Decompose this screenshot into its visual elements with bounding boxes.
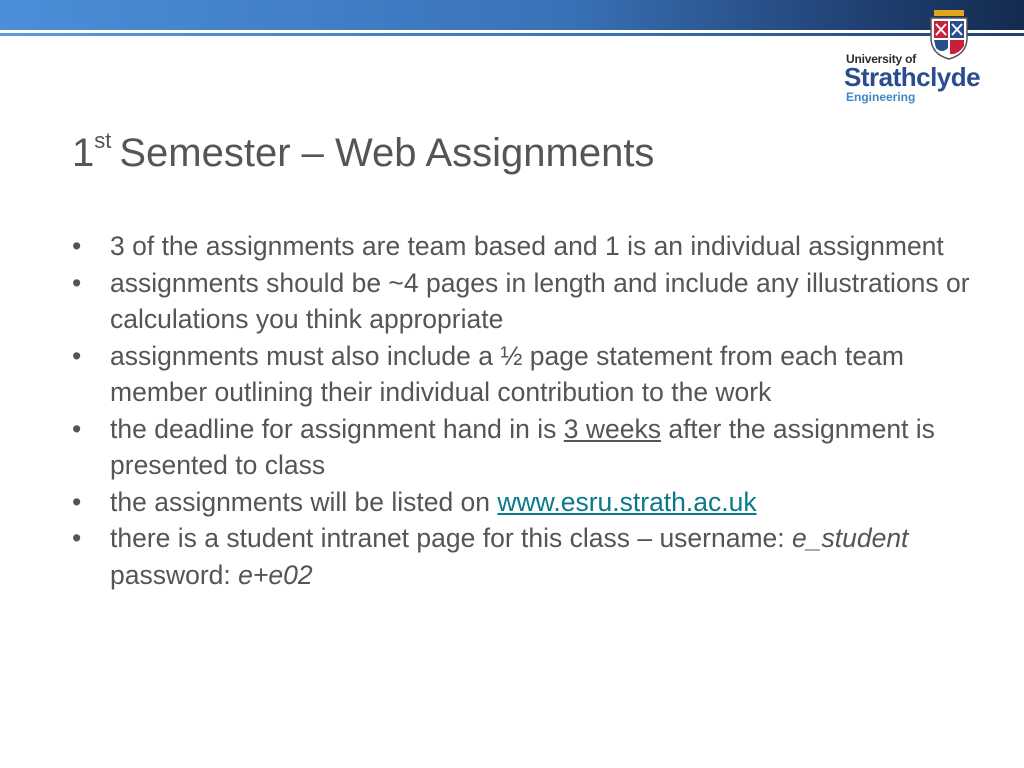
bullet-text: the deadline for assignment hand in is [110,413,564,444]
bullet-text: the assignments will be listed on [110,486,498,517]
bullet-item-team-based [72,228,972,265]
bullet-text: after the assignment is presented to class [110,413,935,480]
bullet-text: there is a student intranet page for this class – username: [110,523,793,553]
logo-strathclyde-text: Strathclyde [844,62,981,92]
bullet-item-page-length [72,265,972,338]
bullet-list [72,228,972,593]
bullet-text: assignments must also include a ½ page statement from each team member outlining their individual contribution to the work [110,340,904,407]
title-text: Semester – Web Assignments [119,131,655,175]
esru-website-link[interactable]: www.esru.strath.ac.uk [497,486,757,517]
deadline-emphasis: 3 weeks [563,413,661,444]
logo-university-text: University of [846,52,917,66]
bullet-item-intranet [72,520,972,593]
bullet-item-statement [72,338,972,411]
password-value: e+e02 [238,559,313,590]
bullet-text: 3 of the assignments are team based and 1 is an individual assignment [110,231,944,261]
university-logo [840,10,990,110]
crest-icon [928,10,970,60]
username-value: e_student [792,523,909,553]
bullet-item-deadline [72,411,972,484]
slide-title [72,128,654,176]
logo-engineering-text: Engineering [846,90,916,104]
bullet-item-listing [72,484,972,521]
bullet-text: password: [110,559,239,590]
bullet-text: assignments should be ~4 pages in length and include any illustrations or calculations you think appropriate [110,267,970,334]
title-number: 1 [72,131,95,175]
title-superscript: st [94,128,112,153]
